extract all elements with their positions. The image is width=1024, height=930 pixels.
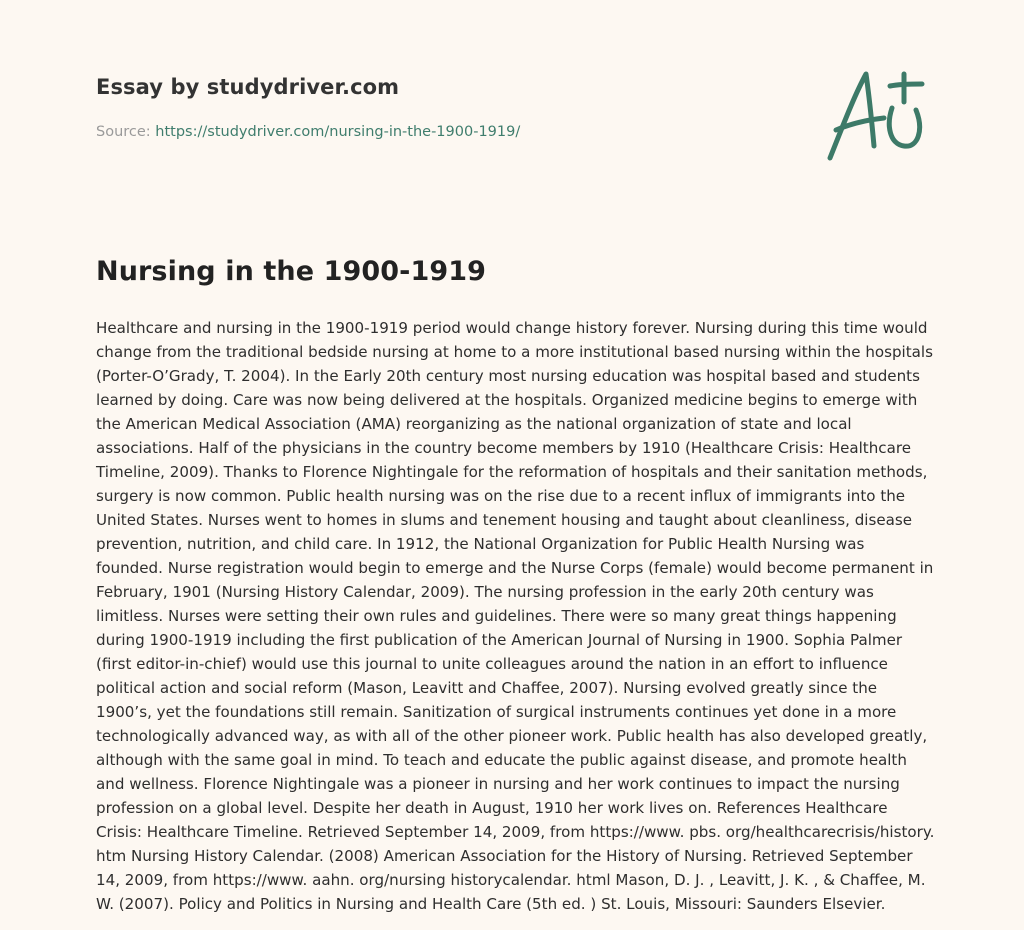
source-label: Source: — [96, 124, 151, 140]
a-plus-grade-icon — [820, 68, 930, 164]
essay-title: Nursing in the 1900-1919 — [96, 256, 487, 287]
essay-body: Healthcare and nursing in the 1900-1919 period would change history forever. Nursing during this time would change from the traditional bedside nursing at home to a more institutional based nursing within the hospitals (Porter-O’Grady, T. 2004). In the Early 20th century most nursing education was hospital based and students learned by doing. Care was now being delivered at the hospitals. Organized medicine begins to emerge with the American Medical Association (AMA) reorganizing as the national organization of state and local associations. Half of the physicians in the country become members by 1910 (Healthcare Crisis: Healthcare Timeline, 2009). Thanks to Florence Nightingale for the reformation of hospitals and their sanitation methods, surgery is now common. Public health nursing was on the rise due to a recent influx of immigrants into the United States. Nurses went to homes in slums and tenement housing and taught about cleanliness, disease prevention, nutrition, and child care. In 1912, the National Organization for Public Health Nursing was founded. Nurse registration would begin to emerge and the Nurse Corps (female) would become permanent in February, 1901 (Nursing History Calendar, 2009). The nursing profession in the early 20th century was limitless. Nurses were setting their own rules and guidelines. There were so many great things happening during 1900-1919 including the first publication of the American Journal of Nursing in 1900. Sophia Palmer (first editor-in-chief) would use this journal to unite colleagues around the nation in an effort to influence political action and social reform (Mason, Leavitt and Chaffee, 2007). Nursing evolved greatly since the 1900’s, yet the foundations still remain. Sanitization of surgical instruments continues yet done in a more technologically advanced way, as with all of the other pioneer work. Public health has also developed greatly, although with the same goal in mind. To teach and educate the public against disease, and promote health and wellness. Florence Nightingale was a pioneer in nursing and her work continues to impact the nursing profession on a global level. Despite her death in August, 1910 her work lives on. References Healthcare Crisis: Healthcare Timeline. Retrieved September 14, 2009, from https://www. pbs. org/healthcarecrisis/history. htm Nursing History Calendar. (2008) American Association for the History of Nursing. Retrieved September 14, 2009, from https://www. aahn. org/nursing historycalendar. html Mason, D. J. , Leavitt, J. K. , & Chaffee, M. W. (2007). Policy and Politics in Nursing and Health Care (5th ed. ) St. Louis, Missouri: Saunders Elsevier. — [96, 319, 935, 913]
site-title: Essay by studydriver.com — [96, 75, 400, 99]
source-link[interactable]: https://studydriver.com/nursing-in-the-1900-1919/ — [155, 124, 521, 140]
source-line — [96, 124, 520, 140]
